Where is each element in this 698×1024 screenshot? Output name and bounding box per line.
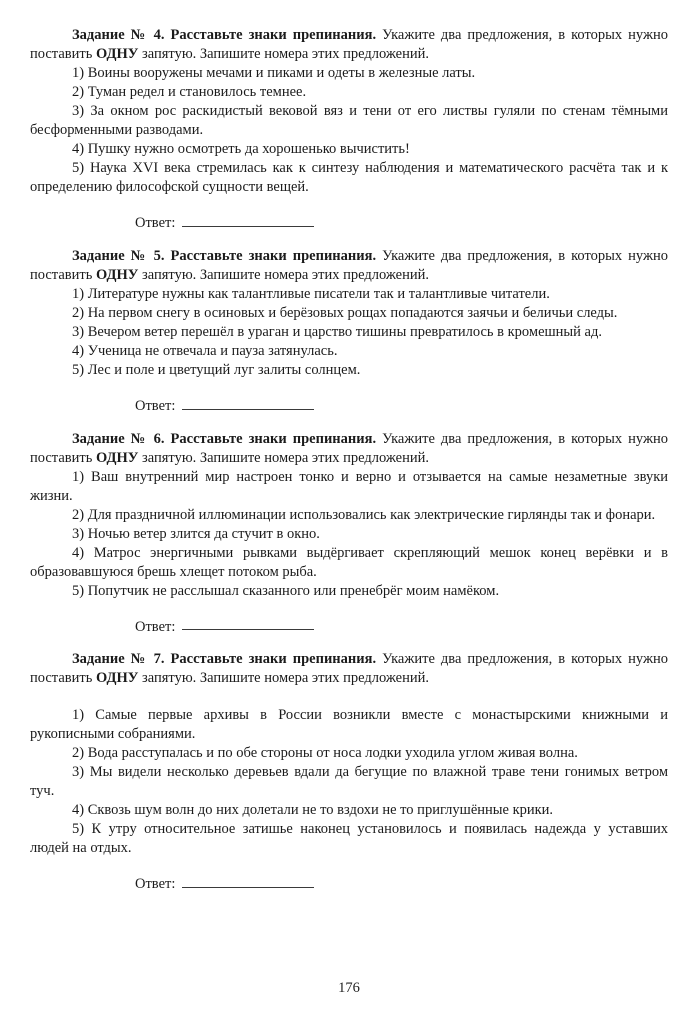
task-block-7: [30, 650, 668, 894]
task-title-keyword: ОДНУ: [95, 670, 139, 687]
task-sentence-4: 4) Пушку нужно осмотреть да хорошенько вычистить!: [72, 141, 410, 157]
answer-row: [135, 212, 668, 233]
task-title-text: Укажите два предложения, в которых нужно поставить: [30, 651, 668, 687]
task-title: [30, 26, 668, 64]
task-title-keyword: ОДНУ: [95, 449, 139, 466]
task-sentence-2: 2) На первом снегу в осиновых и берёзовых рощах попадаются заячьи и беличьи следы.: [72, 304, 618, 321]
task-sentence-2: 2) Туман редел и становилось темнее.: [72, 84, 307, 100]
task-sentence-5: 5) К утру относительное затишье наконец установилось и появилась надежда у уставших людей на отдых.: [30, 821, 668, 857]
task-sentence-4: 4) Сквозь шум волн до них долетали не то вздохи не то приглушённые крики.: [72, 802, 554, 819]
task-title-text: запятую. Запишите номера этих предложений.: [138, 266, 430, 283]
task-sentence-1: 1) Самые первые архивы в России возникли вместе с монастырскими книжными и рукописными собраниями.: [30, 707, 668, 743]
task-sentence-1: 1) Воины вооружены мечами и пиками и одеты в железные латы.: [72, 65, 476, 81]
task-title: [30, 430, 668, 468]
task-sentence-2: 2) Для праздничной иллюминации использовались как электрические гирлянды так и фонари.: [72, 506, 656, 523]
task-sentence-1: 1) Ваш внутренний мир настроен тонко и верно и отзывается на самые незаметные звуки жизни.: [30, 468, 668, 504]
answer-label: Ответ:: [135, 214, 176, 231]
answer-row: [135, 616, 668, 637]
task-title-text: Укажите два предложения, в которых нужно поставить: [30, 430, 668, 466]
task-title-bold: Задание № 6. Расставьте знаки препинания.: [72, 430, 377, 447]
task-sentence-2: 2) Вода расступалась и по обе стороны от носа лодки уходила углом живая волна.: [72, 745, 578, 762]
task-sentence-4: 4) Матрос энергичными рывками выдёргивает скрепляющий мешок конец верёвки и в образовавшуюся брешь хлещет потоком рыба.: [30, 544, 668, 580]
task-title-text: запятую. Запишите номера этих предложений.: [138, 670, 430, 687]
task-title-text: Укажите два предложения, в которых нужно поставить: [30, 247, 668, 283]
answer-blank-line: [182, 212, 314, 227]
task-sentence-3: 3) Вечером ветер перешёл в ураган и царство тишины превратилось в кромешный ад.: [72, 323, 603, 340]
task-title-text: запятую. Запишите номера этих предложений.: [138, 46, 430, 62]
task-title-bold: Задание № 4. Расставьте знаки препинания.: [72, 27, 377, 43]
task-title-keyword: ОДНУ: [95, 266, 139, 283]
task-block-6: [30, 430, 668, 637]
task-title-text: запятую. Запишите номера этих предложений.: [138, 449, 430, 466]
answer-label: Ответ:: [135, 876, 176, 893]
task-sentence-5: 5) Лес и поле и цветущий луг залиты солнцем.: [72, 361, 361, 378]
task-block-4: [30, 26, 668, 233]
task-title: [30, 247, 668, 285]
task-title-bold: Задание № 7. Расставьте знаки препинания.: [72, 651, 377, 668]
task-sentence-5: 5) Наука XVI века стремилась как к синтезу наблюдения и математического расчёта так и к определению философской сущности вещей.: [30, 160, 668, 195]
task-title-keyword: ОДНУ: [95, 46, 139, 62]
answer-row: [135, 395, 668, 416]
task-sentence-5: 5) Попутчик не расслышал сказанного или пренебрёг моим намёком.: [72, 582, 500, 599]
task-title-bold: Задание № 5. Расставьте знаки препинания.: [72, 247, 377, 264]
answer-blank-line: [182, 873, 314, 888]
answer-blank-line: [182, 395, 314, 410]
answer-blank-line: [182, 616, 314, 631]
task-sentence-1: 1) Литературе нужны как талантливые писатели так и талантливые читатели.: [72, 285, 550, 302]
task-sentence-3: 3) Ночью ветер злится да стучит в окно.: [72, 525, 320, 542]
page-number: 176: [338, 980, 360, 996]
task-title: [30, 650, 668, 688]
task-sentence-4: 4) Ученица не отвечала и пауза затянулась.: [72, 342, 338, 359]
answer-row: [135, 873, 668, 894]
task-sentence-3: 3) Мы видели несколько деревьев вдали да бегущие по влажной траве тени гонимых ветром туч.: [30, 764, 668, 800]
answer-label: Ответ:: [135, 397, 176, 414]
task-sentence-3: 3) За окном рос раскидистый вековой вяз и тени от его листвы гуляли по стенам тёмными бесформенными разводами.: [30, 103, 668, 138]
task-title-text: Укажите два предложения, в которых нужно поставить: [30, 27, 668, 62]
answer-label: Ответ:: [135, 618, 176, 635]
task-block-5: [30, 247, 668, 416]
